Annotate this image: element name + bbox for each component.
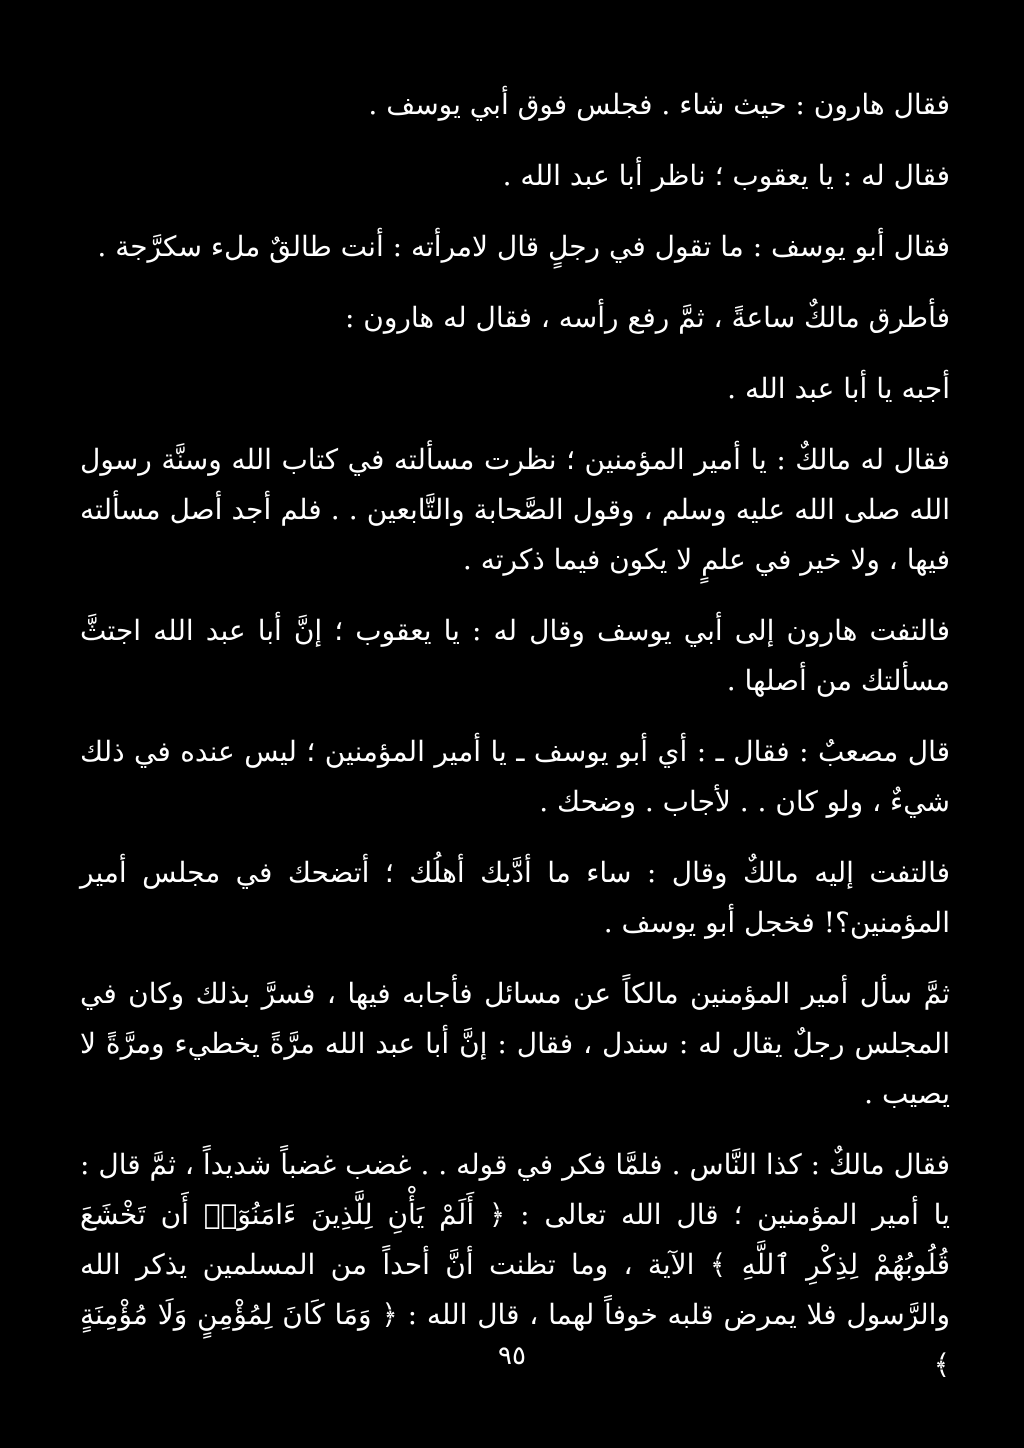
- page-number: ٩٥: [498, 1341, 526, 1371]
- paragraph-3: فقال أبو يوسف : ما تقول في رجلٍ قال لامرأته : أنت طالقٌ ملء سكرَّجة .: [97, 230, 950, 263]
- paragraph-10: ثمَّ سأل أمير المؤمنين مالكاً عن مسائل فأجابه فيها ، فسرَّ بذلك وكان في المجلس رجلٌ يقال له : سندل ، فقال : إنَّ أبا عبد الله مرَّةً يخطيء ومرَّةً لا يصيب .: [80, 977, 950, 1110]
- paragraph-1: فقال هارون : حيث شاء . فجلس فوق أبي يوسف .: [368, 88, 950, 121]
- page-body: [80, 80, 950, 1411]
- paragraph-6: فقال له مالكٌ : يا أمير المؤمنين ؛ نظرت مسألته في كتاب الله وسنَّة رسول الله صلى الله عليه وسلم ، وقول الصَّحابة والتَّابعين . . فلم أجد أصل مسألته فيها ، ولا خير في علمٍ لا يكون فيما ذكرته .: [80, 443, 950, 576]
- paragraph-7: فالتفت هارون إلى أبي يوسف وقال له : يا يعقوب ؛ إنَّ أبا عبد الله اجتثَّ مسألتك من أصلها .: [80, 614, 950, 697]
- paragraph-5: أجبه يا أبا عبد الله .: [727, 372, 950, 405]
- paragraph-8: قال مصعبٌ : فقال ـ : أي أبو يوسف ـ يا أمير المؤمنين ؛ ليس عنده في ذلك شيءٌ ، ولو كان . . لأجاب . وضحك .: [80, 735, 950, 818]
- paragraph-4: فأطرق مالكٌ ساعةً ، ثمَّ رفع رأسه ، فقال له هارون :: [344, 301, 950, 334]
- paragraph-11: فقال مالكٌ : كذا النَّاس . فلمَّا فكر في قوله . . غضب غضباً شديداً ، ثمَّ قال : يا أمير المؤمنين ؛ قال الله تعالى : ﴿ أَلَمْ يَأْنِ لِلَّذِينَ ءَامَنُوٓا۟ أَن تَخْشَعَ قُلُوبُهُمْ لِذِكْرِ ٱللَّهِ ﴾ الآية ، وما تظنت أنَّ أحداً من المسلمين يذكر الله والرَّسول فلا يمرض قلبه خوفاً لهما ، قال الله : ﴿ وَمَا كَانَ لِمُؤْمِنٍ وَلَا مُؤْمِنَةٍ ﴾: [80, 1148, 950, 1381]
- paragraph-2: فقال له : يا يعقوب ؛ ناظر أبا عبد الله .: [502, 159, 950, 192]
- paragraph-9: فالتفت إليه مالكٌ وقال : ساء ما أدَّبك أهلُك ؛ أتضحك في مجلس أمير المؤمنين؟! فخجل أبو يوسف .: [80, 856, 950, 939]
